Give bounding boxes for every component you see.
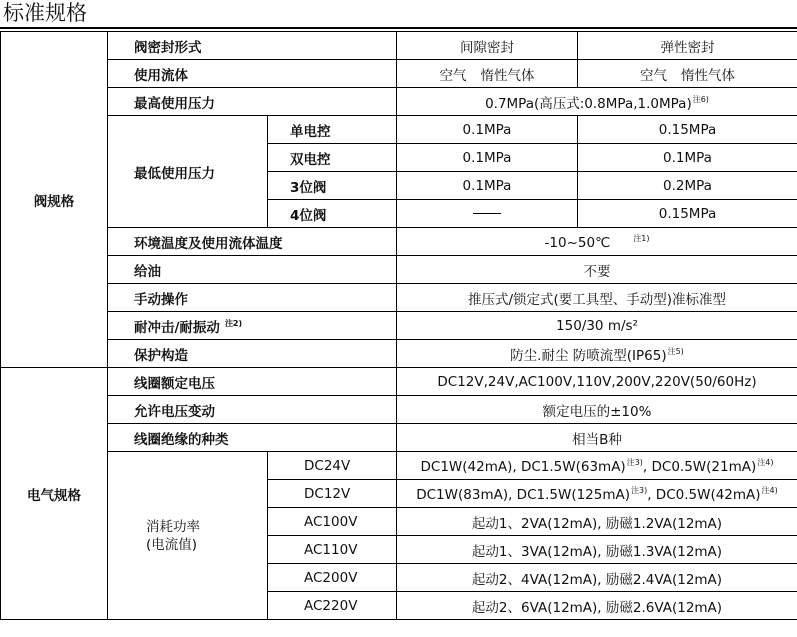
min-type: 单电控	[268, 116, 397, 144]
note-ref: 注3)	[626, 457, 643, 467]
min-b: 0.15MPa	[578, 200, 797, 228]
title-rule	[0, 27, 797, 29]
min-b: 0.2MPa	[578, 172, 797, 200]
power-value	[397, 480, 797, 508]
power-text-2: , DC0.5W(42mA)	[647, 486, 761, 503]
power-voltage: AC200V	[268, 564, 397, 592]
power-text-2: , DC0.5W(21mA)	[642, 458, 757, 475]
table-row	[1, 452, 797, 480]
power-text: DC1W(42mA), DC1.5W(63mA)	[420, 458, 626, 475]
fluid-a	[397, 60, 578, 88]
table-row	[1, 368, 797, 396]
shock-text: 耐冲击/耐振动	[134, 319, 220, 336]
table-row	[1, 228, 797, 256]
power-value: 起动2、4VA(12mA), 励磁2.4VA(12mA)	[397, 564, 797, 592]
section-electric: 电气规格	[1, 368, 108, 620]
fluid-label: 使用流体	[108, 60, 397, 88]
max-pressure-label: 最高使用压力	[108, 88, 397, 116]
table-row	[1, 32, 797, 60]
table-row	[1, 424, 797, 452]
power-value: 起动2、6VA(12mA), 励磁2.6VA(12mA)	[397, 592, 797, 620]
shock-label	[108, 312, 397, 340]
protect-label: 保护构造	[108, 340, 397, 368]
min-type: 双电控	[268, 144, 397, 172]
table-row	[1, 312, 797, 340]
table-row	[1, 256, 797, 284]
fluid-a2: 惰性气体	[480, 67, 535, 84]
power-voltage: AC100V	[268, 508, 397, 536]
manual-label: 手动操作	[108, 284, 397, 312]
note-ref: 注6)	[692, 94, 709, 104]
table-row	[1, 60, 797, 88]
shock-value: 150/30 m/s²	[397, 312, 797, 340]
table-row	[1, 396, 797, 424]
min-type: 4位阀	[268, 200, 397, 228]
power-label	[108, 452, 268, 620]
rated-label: 线圈额定电压	[108, 368, 397, 396]
oil-value: 不要	[397, 256, 797, 284]
fluid-a1: 空气	[439, 67, 467, 84]
table-row	[1, 116, 797, 144]
seal-a: 间隙密封	[397, 32, 578, 60]
min-pressure-label: 最低使用压力	[108, 116, 268, 228]
power-label-line1: 消耗功率	[146, 518, 200, 535]
power-text: DC1W(83mA), DC1.5W(125mA)	[416, 486, 630, 503]
temp-text: -10~50℃	[544, 234, 611, 251]
protect-text: 防尘.耐尘 防喷流型(IP65)	[510, 347, 667, 364]
min-type: 3位阀	[268, 172, 397, 200]
temp-value	[397, 228, 797, 256]
power-voltage: DC12V	[268, 480, 397, 508]
fluid-b1: 空气	[640, 67, 667, 84]
oil-label: 给油	[108, 256, 397, 284]
table-row	[1, 88, 797, 116]
seal-b: 弹性密封	[578, 32, 797, 60]
temp-label: 环境温度及使用流体温度	[108, 228, 397, 256]
power-value: 起动1、2VA(12mA), 励磁1.2VA(12mA)	[397, 508, 797, 536]
insul-value: 相当B种	[397, 424, 797, 452]
note-ref: 注4)	[761, 485, 778, 495]
power-voltage: AC220V	[268, 592, 397, 620]
power-label-line2: (电流值)	[146, 536, 198, 553]
note-ref: 注2)	[224, 318, 243, 328]
section-valve: 阀规格	[1, 32, 108, 368]
spec-table	[0, 31, 797, 620]
insul-label: 线圈绝缘的种类	[108, 424, 397, 452]
max-pressure-text: 0.7MPa(高压式:0.8MPa,1.0MPa)	[485, 95, 692, 112]
protect-value	[397, 340, 797, 368]
min-a: 0.1MPa	[397, 172, 578, 200]
fluct-value: 额定电压的±10%	[397, 396, 797, 424]
table-row	[1, 284, 797, 312]
power-value	[397, 452, 797, 480]
seal-label: 阀密封形式	[108, 32, 397, 60]
power-voltage: AC110V	[268, 536, 397, 564]
fluid-b	[578, 60, 797, 88]
page-title: 标准规格	[3, 1, 87, 25]
note-ref: 注4)	[757, 457, 774, 467]
fluid-b2: 惰性气体	[681, 67, 735, 84]
table-row	[1, 340, 797, 368]
max-pressure-value	[397, 88, 797, 116]
power-voltage: DC24V	[268, 452, 397, 480]
note-ref: 注5)	[667, 346, 684, 356]
note-ref: 注3)	[631, 485, 648, 495]
note-ref: 注1)	[633, 233, 650, 243]
min-b: 0.15MPa	[578, 116, 797, 144]
manual-value: 推压式/锁定式(要工具型、手动型)准标准型	[397, 284, 797, 312]
min-b: 0.1MPa	[578, 144, 797, 172]
rated-value: DC12V,24V,AC100V,110V,200V,220V(50/60Hz)	[397, 368, 797, 396]
fluct-label: 允许电压变动	[108, 396, 397, 424]
power-value: 起动1、3VA(12mA), 励磁1.3VA(12mA)	[397, 536, 797, 564]
min-a: 0.1MPa	[397, 144, 578, 172]
dash-mark	[473, 213, 501, 214]
min-a-dash	[397, 200, 578, 228]
min-a: 0.1MPa	[397, 116, 578, 144]
